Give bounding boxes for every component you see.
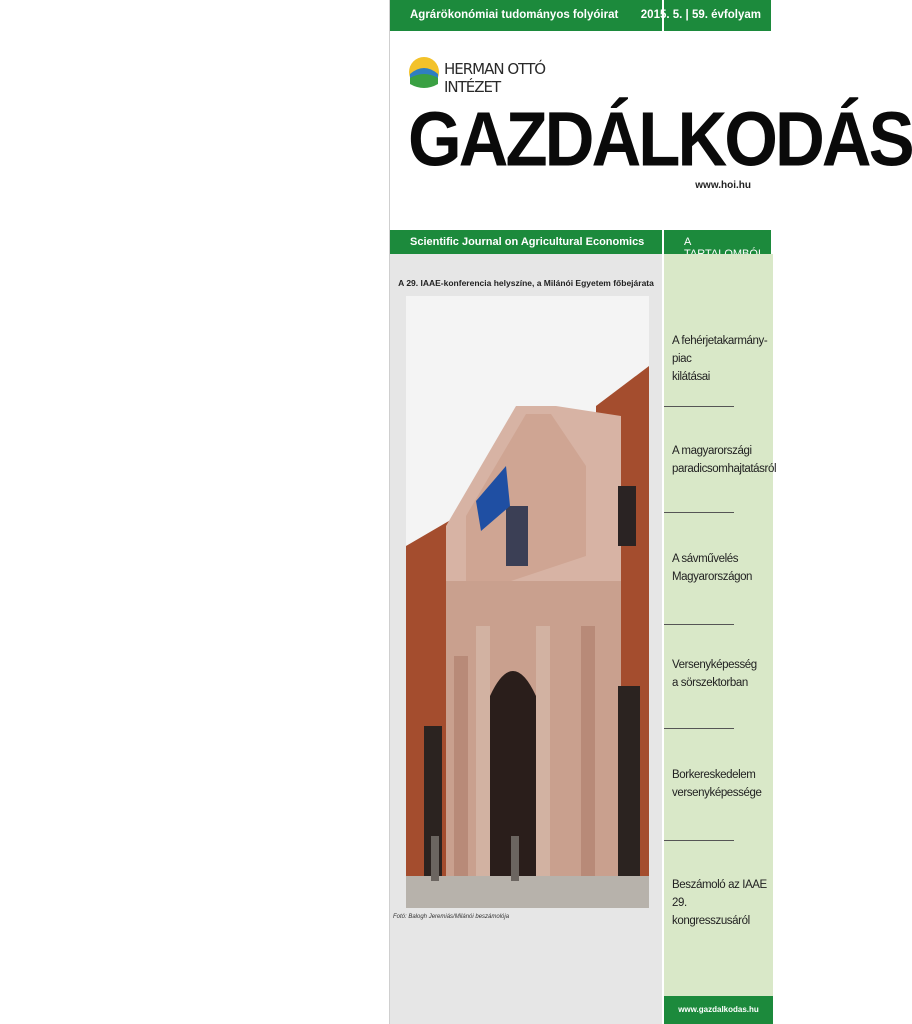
cover-photo	[406, 296, 649, 908]
top-bar	[390, 0, 771, 31]
toc-divider	[664, 512, 734, 513]
institute-logo	[408, 52, 568, 96]
toc-divider	[664, 624, 734, 625]
photo-caption: A 29. IAAE-konferencia helyszíne, a Milánói Egyetem főbejárata	[398, 278, 654, 288]
footer-website[interactable]: www.gazdalkodas.hu	[662, 996, 773, 1024]
contents-panel	[662, 254, 777, 996]
toc-item[interactable]: A magyarországi paradicsomhajtatásról	[672, 445, 777, 475]
toc-divider	[664, 406, 734, 407]
university-building-image	[406, 296, 649, 908]
masthead-title: GAZDÁLKODÁS	[408, 96, 912, 183]
journal-type-label: Agrárökonómiai tudományos folyóirat	[410, 9, 619, 21]
institute-emblem-icon	[408, 52, 444, 92]
toc-divider	[664, 840, 734, 841]
publisher-website[interactable]: www.hoi.hu	[695, 180, 751, 191]
toc-divider	[664, 728, 734, 729]
journal-subtitle: Scientific Journal on Agricultural Economics	[410, 236, 645, 248]
subtitle-band	[390, 230, 771, 254]
institute-name: HERMAN OTTÓ INTÉZET	[444, 60, 546, 96]
photo-credit: Fotó: Balogh Jeremiás/Milánói beszámolója	[393, 914, 510, 920]
toc-item[interactable]: Beszámoló az IAAE 29. kongresszusáról	[672, 879, 767, 927]
toc-item[interactable]: A sávművelés Magyarországon	[672, 553, 753, 583]
toc-item[interactable]: A fehérjetakarmány-piac kilátásai	[672, 335, 768, 383]
journal-cover	[389, 0, 912, 1024]
band-divider	[662, 230, 664, 254]
contents-label: A	[684, 236, 691, 248]
toc-item[interactable]: Borkereskedelem versenyképessége	[672, 769, 762, 799]
toc-item[interactable]: Versenyképesség a sörszektorban	[672, 659, 757, 689]
issue-label: 2015. 5. | 59. évfolyam	[640, 9, 761, 21]
